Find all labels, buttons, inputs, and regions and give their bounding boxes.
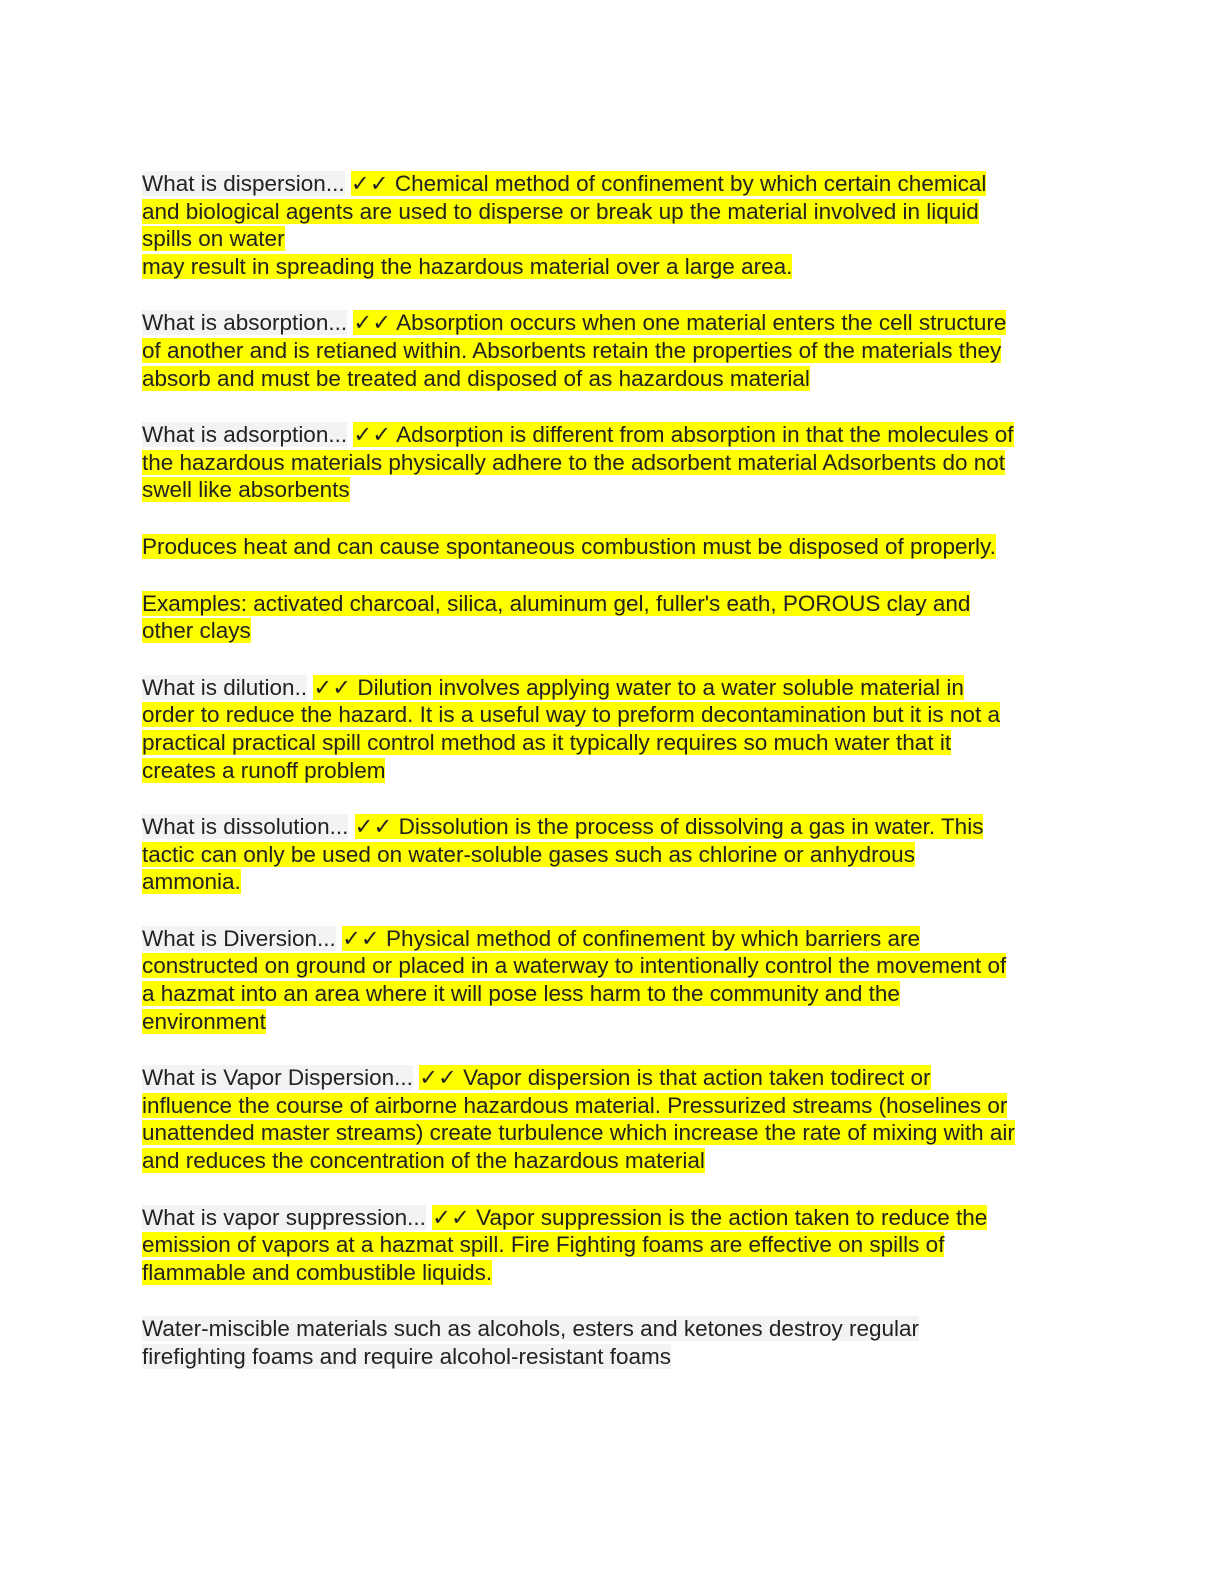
check-icon: ✓✓ [419,1065,457,1091]
qa-absorption: What is absorption... ✓✓ Absorption occurs when one material enters the cell structure of another and is retianed within. Absorbents retain the properties of the materials they absorb and must be treated and disposed of as hazardous material [142,310,1007,391]
check-icon: ✓✓ [432,1204,470,1230]
note-water-miscible: Water-miscible materials such as alcohols, esters and ketones destroy regular firefighting foams and require alcohol-resistant foams [142,1316,919,1369]
qa-dissolution: What is dissolution... ✓✓ Dissolution is the process of dissolving a gas in water. This tactic can only be used on water-soluble gases such as chlorine or anhydrous ammonia. [142,814,984,895]
qa-vapor-dispersion: What is Vapor Dispersion... ✓✓ Vapor dispersion is that action taken todirect or influence the course of airborne hazardous material. Pressurized streams (hoselines or unattended master streams) create turbulence which increase the rate of mixing with air and reduces the concentration of the hazardous material [142,1065,1015,1174]
check-icon: ✓✓ [353,310,392,336]
question-text: What is dissolution... [142,814,349,840]
check-icon: ✓✓ [353,422,392,448]
qa-diversion: What is Diversion... ✓✓ Physical method of confinement by which barriers are constructed on ground or placed in a waterway to intentionally control the movement of a hazmat into an area where it will pose less harm to the community and the environment [142,925,1007,1034]
qa-adsorption: What is adsorption... ✓✓ Adsorption is different from absorption in that the molecules of the hazardous materials physically adhere to the adsorbent material Adsorbents do not swell like absorbents [142,422,1014,503]
qa-vapor-suppression: What is vapor suppression... ✓✓ Vapor suppression is the action taken to reduce the emission of vapors at a hazmat spill. Fire Fighting foams are effective on spills of flammable and combustible liquids. [142,1204,988,1285]
qa-dispersion: What is dispersion... ✓✓ Chemical method of confinement by which certain chemical and biological agents are used to disperse or break up the material involved in liquid spills on water may result in spreading the hazardous material over a large area. [142,171,987,279]
note-produces-heat [142,533,1082,561]
check-icon: ✓✓ [313,674,352,700]
question-text: What is adsorption... [142,422,348,448]
question-text: What is dispersion... [142,171,345,196]
question-text: What is absorption... [142,310,348,336]
qa-dilution: What is dilution.. ✓✓ Dilution involves applying water to a water soluble material in order to reduce the hazard. It is a useful way to preform decontamination but it is not a practical practical spill control method as it typically requires so much water that it creates a runoff problem [142,674,1000,783]
note-text: Produces heat and can cause spontaneous combustion must be disposed of properly. [142,533,996,559]
note-examples: Examples: activated charcoal, silica, aluminum gel, fuller's eath, POROUS clay and other clays [142,590,971,644]
document-page [142,170,1082,1400]
check-icon: ✓✓ [342,925,380,951]
question-text: What is Diversion... [142,925,336,951]
check-icon: ✓✓ [350,171,389,196]
question-text: What is Vapor Dispersion... [142,1065,413,1091]
check-icon: ✓✓ [354,814,393,840]
question-text: What is vapor suppression... [142,1204,426,1230]
question-text: What is dilution.. [142,674,308,700]
answer-extra-text: may result in spreading the hazardous material over a large area. [142,253,793,279]
